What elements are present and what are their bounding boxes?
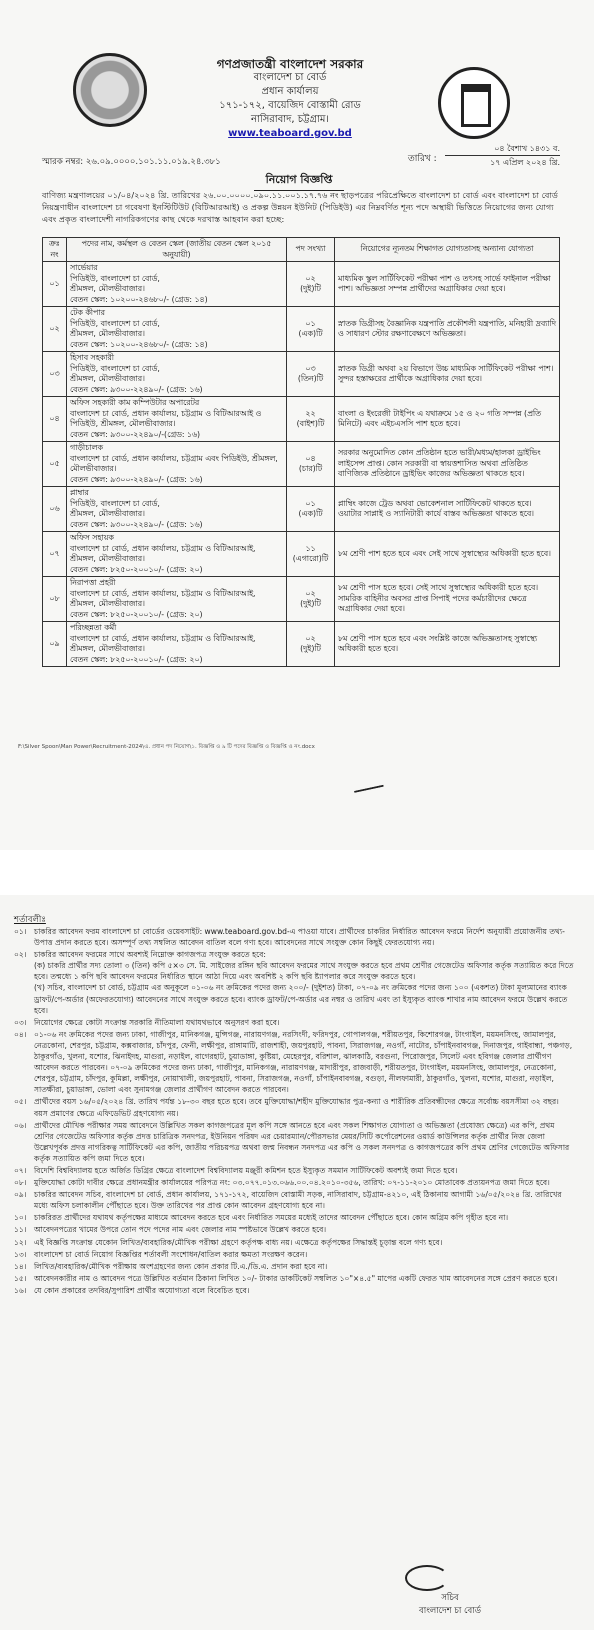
qualification-cell: স্নাতক ডিগ্রী অথবা ২য় বিভাগে উচ্চ মাধ্যমিক সার্টিফিকেট পরীক্ষা পাশ। সুন্দর হস্তাক্ষরের প্রার্থীকে অগ্রাধিকার দেয়া হবে। [335,352,560,397]
date-block [445,142,560,169]
term-text: প্রার্থীদের মৌখিক পরীক্ষার সময় আবেদনে উল্লিখিত সকল কাগজপত্রের মূল কপি সঙ্গে আনতে হবে এবং সকল শিক্ষাগত যোগ্যতা ও অভিজ্ঞতা (প্রযোজ্য ক্ষেত্রে) এর কপি, প্রথম শ্রেণির গেজেটেড অফিসার কর্তৃক প্রদত্ত চারিত্রিক সনদপত্র, ইউনিয়ন পরিষদ এর চেয়ারম্যান/পৌরসভার মেয়র/সিটি কর্পোরেশনের ওয়ার্ড কাউন্সিলর কর্তৃক প্রার্থীর নিজ জেলা উল্লেখপূর্বক প্রদত্ত নাগরিকত্ব সার্টিফিকেট এর কপি, জাতীয় পরিচয়পত্র অথবা জন্ম নিবন্ধন সনদপত্র এর কপি ও সকল সনদপত্র ও কাগজপত্রের কপি প্রথম শ্রেণির গেজেটেড অফিসার কর্তৃক সত্যায়িত কপি জমা দিতে হবে। [34,1120,570,1163]
post-cell: গাড়ীচালক বাংলাদেশ চা বোর্ড, প্রধান কার্যালয়, চট্টগ্রাম এবং পিডিইউ, শ্রীমঙ্গল, মৌলভীবাজার। বেতন স্কেল: ৯৩০০-২২৪৯০/- (গ্রেড: ১৬) [67,442,287,487]
qualification-cell: ৮ম শ্রেণী পাস হতে হবে এবং সংশ্লিষ্ট কাজে অভিজ্ঞতাসহ সুস্বাস্থ্যে অধিকারী হতে হবে। [335,622,560,667]
date-label: তারিখ : [408,154,437,164]
term-number: ০৯। [14,1190,27,1200]
post-cell: অফিস সহকারী কাম কম্পিউটার অপারেটর বাংলাদেশ চা বোর্ড, প্রধান কার্যালয়, চট্টগ্রাম ও বিটিআরআই ও পিডিইউ, শ্রীমঙ্গল, মৌলভীবাজার। বেতন স্কেল: ৯৩০০-২২৪৯০/-(গ্রেড: ১৬) [67,397,287,442]
initial-signature [350,767,384,793]
term-item [14,1237,574,1248]
vacancy-table [42,237,560,667]
term-item [14,926,574,948]
table-row [43,352,560,397]
term-number: ০৩। [14,1017,27,1027]
serial-cell: ০৭ [43,532,67,577]
secretary-signature [405,1565,449,1591]
tea-board-logo [438,67,510,139]
government-seal-logo [73,53,147,127]
term-number: ১০। [14,1213,27,1223]
term-text: মুক্তিযোদ্ধা কোটা দাবীর ক্ষেত্রে প্রধানমন্ত্রীর কার্যালয়ের পরিপত্র নং: ০৩.০৭৭.০১৩.০৬৬.০০.০৪.২০১০-৩৫৬, তারিখ: ০৭-১১-২০১০ মোতাবেক প্রত্যয়নপত্র জমা দিতে হবে। [34,1178,550,1188]
post-cell: নিরাপত্তা প্রহরী বাংলাদেশ চা বোর্ড, প্রধান কার্যালয়, চট্টগ্রাম ও বিটিআরআই, শ্রীমঙ্গল, মৌলভীবাজার। বেতন স্কেল: ৮২৫০-২০০১০/- (গ্রেড: ২০) [67,577,287,622]
term-text: আবেদনপত্রের খামের উপরে তোন পদে পদের নাম এবং জেলার নাম স্পষ্টভাবে উল্লেখ করতে হবে। [34,1225,327,1235]
post-cell: প্লাম্বার পিডিইউ, বাংলাদেশ চা বোর্ড, শ্রীমঙ্গল, মৌলভীবাজার। বেতন স্কেল: ৯৩০০-২২৪৯০/- (গ্রেড: ১৬) [67,487,287,532]
term-item [14,1285,574,1296]
letterhead-text [150,57,430,141]
term-number: ০৮। [14,1178,27,1188]
org-name: বাংলাদেশ চা বোর্ড [253,72,327,83]
term-item [14,1096,574,1118]
serial-cell: ০৩ [43,352,67,397]
table-row [43,397,560,442]
date-gregorian: ১৭ এপ্রিল ২০২৪ খ্রি. [490,158,560,167]
term-text: চাকরির আবেদন সচিব, বাংলাদেশ চা বোর্ড, প্রধান কার্যালয়, ১৭১-১৭২, বায়েজিদ বোস্তামী সড়ক, নাসিরাবাদ, চট্টগ্রাম-৪২১০, এই ঠিকানায় আগামী ১৬/০৫/২০২৪ খ্রি. তারিখের মধ্যে অফিস চলাকালীন পৌঁছাতে হবে। উক্ত তারিখের পর প্রাপ্ত কোন আবেদন গ্রহণযোগ্য হবে না। [34,1190,562,1211]
term-text: আবেদনকারীর নাম ও আবেদন পত্রে উল্লিখিত বর্তমান ঠিকানা লিখিত ১০/- টাকার ডাকটিকেট সম্বলিত ১০"×৪.৫" মাপের একটি ফেরত খাম আবেদনের সঙ্গে প্রেরণ করতে হবে। [34,1273,558,1283]
term-text: প্রার্থীদের বয়স ১৬/০৫/২০২৪ খ্রি. তারিখ পর্যন্ত ১৮-৩০ বছর হতে হবে। তবে মুক্তিযোদ্ধা/শহীদ মুক্তিযোদ্ধার পুত্র-কন্যা ও শারীরিক প্রতিবন্ধীদের ক্ষেত্রে সর্বোচ্চ বয়সসীমা ৩২ বছর। বয়স প্রমাণের ক্ষেত্রে এফিডেভিট গ্রহণযোগ্য নয়। [34,1097,559,1118]
term-number: ১৪। [14,1261,27,1271]
col-header-serial: ক্রঃ নং [43,238,67,262]
serial-cell: ০১ [43,262,67,307]
term-item [14,1224,574,1235]
term-number: ১৬। [14,1285,27,1295]
website-link[interactable]: www.teaboard.gov.bd [228,128,352,139]
table-header-row [43,238,560,262]
term-item [14,1017,574,1028]
term-item [14,1029,574,1096]
term-item [14,1261,574,1272]
count-cell: ০২ (দুই)টি [287,577,335,622]
term-number: ১২। [14,1237,27,1247]
date-bengali: ০৪ বৈশাখ ১৪৩১ ব. [445,142,560,156]
term-item [14,949,574,1016]
file-path-footer: F:\Silver Spoon\Man Power\Recruitment-2024\এ. প্রধান পদ নিয়োগ\১. বিজ্ঞপ্তি ও ৯ টি পদের বিজ্ঞপ্তি ও বিজ্ঞপ্তি ও নং.docx [18,744,315,750]
count-cell: ০২ (দুই)টি [287,622,335,667]
term-item [14,1120,574,1164]
signatory-org: বাংলাদেশ চা বোর্ড [419,1606,481,1616]
col-header-post: পদের নাম, কর্মস্থল ও বেতন স্কেল (জাতীয় বেতন স্কেল ২০১৫ অনুযায়ী) [67,238,287,262]
term-item [14,1165,574,1176]
term-item [14,1249,574,1260]
table-row [43,532,560,577]
count-cell: ০৪ (চার)টি [287,442,335,487]
signatory-title: সচিব [441,1593,459,1603]
count-cell: ০১ (এক)টি [287,307,335,352]
table-row [43,622,560,667]
count-cell: ০২ (দুই)টি [287,262,335,307]
term-item [14,1273,574,1284]
table-row [43,307,560,352]
table-row [43,262,560,307]
qualification-cell: বাংলা ও ইংরেজী টাইপিং এ যথাক্রমে ১৫ ও ২০ গতি সম্পন্ন (প্রতি মিনিটে) এবং এইচএসসি পাশ হতে হবে। [335,397,560,442]
count-cell: ১১ (এগারো)টি [287,532,335,577]
term-item [14,1189,574,1211]
qualification-cell: ৮ম শ্রেণী পাস হতে হবে। সেই সাথে সুস্বাস্থ্যের অধিকারী হতে হবে। সামরিক বাহিনীর অবসর প্রাপ্ত সিপাই পদের কর্মচারীদের ক্ষেত্রে অগ্রাধিকার দেয়া হবে। [335,577,560,622]
term-text: এই বিজ্ঞপ্তি সংক্রান্ত যেকোন লিখিত/ব্যবহারিক/মৌখিক পরীক্ষা গ্রহণে কর্তৃপক্ষ বাধ্য নয়। এক্ষেত্রে কর্তৃপক্ষের সিদ্ধান্তই চূড়ান্ত বলে গণ্য হবে। [34,1237,443,1247]
term-number: ০৬। [14,1120,27,1130]
qualification-cell: স্নাতক ডিগ্রীসহ বৈজ্ঞানিক যন্ত্রপাতি প্রকৌশলী যন্ত্রপাতি, মনিহারী দ্রব্যাদি ও সাধারণ স্টোর রক্ষণাবেক্ষণে অভিজ্ঞতা। [335,307,560,352]
term-item [14,1212,574,1223]
vacancy-rows [43,262,560,667]
term-number: ০১। [14,927,27,936]
count-cell: ০১ (এক)টি [287,487,335,532]
term-number: ০৫। [14,1097,27,1107]
qualification-cell: সরকার অনুমোদিত কোন প্রতিষ্ঠান হতে ভারী/মধ্যম/হালকা ড্রাইভিং লাইসেন্স প্রাপ্ত। কোন সরকারী বা স্বায়ত্তশাসিত অথবা প্রতিষ্ঠিত বাণিজ্যিক প্রতিষ্ঠানে ড্রাইভিং কাজের অভিজ্ঞতা থাকতে হবে। [335,442,560,487]
serial-cell: ০৪ [43,397,67,442]
term-text: চাকরির আবেদন ফরমের সাথে অবশ্যই নিম্নোক্ত কাগজপত্র সংযুক্ত করতে হবে: (ক) চাকরি প্রার্থীর সদ্য তোলা ৩ (তিন) কপি ৫×৩ সে. মি. সাইজের রঙ্গিন ছবি আবেদন ফরমের সাথে সংযুক্ত করতে হবে প্রথম শ্রেণীর গেজেটেড অফিসার কর্তৃক সত্যায়িত করে দিতে হবে। তন্মধ্যে ১ কপি ছবি আবেদন ফরমের নির্ধারিত স্থানে আঠা দিয়ে এবং অবশিষ্ট ২ কপি ছবি ষ্ট্যাপলার করে সংযুক্ত করতে হবে। (খ) সচিব, বাংলাদেশ চা বোর্ড, চট্টগ্রাম এর অনুকূলে ০১-০৬ নং ক্রমিকের পদের জন্য ২০০/- (দুইশত) টাকা, ০৭-০৯ নং ক্রমিকের পদের জন্য ১০০ (একশত) টাকা মূল্যমানের ব্যাংক ড্রাফট/পে-অর্ডার (অফেরতযোগ্য) আবেদনের সাথে সংযুক্ত করতে হবে। ব্যাংক ড্রাফট/পে-অর্ডার এর নম্বর ও তারিখ এবং তা ইস্যুকৃত ব্যাংক শাখার নাম আবেদন ফরমে উল্লেখ করতে হবে। [34,950,574,1015]
table-row [43,577,560,622]
count-cell: ০৩ (তিন)টি [287,352,335,397]
col-header-qualification: নিয়োগের ন্যূনতম শিক্ষাগত যোগ্যতাসহ অন্যান্য যোগ্যতা [335,238,560,262]
address-line-2: নাসিরাবাদ, চট্টগ্রাম। [250,114,330,125]
term-number: ০৪। [14,1029,27,1039]
qualification-cell: ৮ম শ্রেণী পাশ হতে হবে এবং সেই সাথে সুস্বাস্থ্যের অধিকারী হতে হবে। [335,532,560,577]
page-gap [0,850,594,895]
term-text: ০১-০৬ নং ক্রমিকের পদের জন্য ঢাকা, গাজীপুর, মানিকগঞ্জ, মুন্সিগঞ্জ, নারায়ণগঞ্জ, নরসিংদী, ফরিদপুর, গোপালগঞ্জ, শরীয়তপুর, কিশোরগঞ্জ, টাংগাইল, ময়মনসিংহ, জামালপুর, নেত্রকোনা, শেরপুর, চট্টগ্রাম, কক্সবাজার, চাঁদপুর, ফেনী, লক্ষীপুর, রাঙ্গামাটি, রাজশাহী, জয়পুরহাট, পাবনা, সিরাজগঞ্জ, নওগাঁ, নাটোর, চাঁপাইনবাবগঞ্জ, দিনাজপুর, গাইবান্ধা, পঞ্চগড়, ঠাকুরগাঁও, খুলনা, যশোর, ঝিনাইদহ, মাগুরা, নড়াইল, বাগেরহাট, চুয়াডাঙ্গা, কুষ্টিয়া, মেহেরপুর, বরিশাল, ঝালকাঠি, বরগুনা, পিরোজপুর, সিলেট এবং হবিগঞ্জ জেলার প্রার্থীগণ আবেদন করতে পারবেন। ০৭-০৯ ক্রমিকের পদের জন্য ঢাকা, গাজীপুর, মানিকগঞ্জ, নারায়ণগঞ্জ, মাদারীপুর, রাজবাড়ী, শরীয়তপুর, টাংগাইল, ময়মনসিংহ, জামালপুর, নেত্রকোনা, শেরপুর, চট্টগ্রাম, চাঁদপুর, কুমিল্লা, লক্ষীপুর, নোয়াখালী, জয়পুরহাট, পাবনা, সিরাজগঞ্জ, নওগাঁ, চাঁপাইনবাবগঞ্জ, বগুড়া, নীলফামারী, ঠাকুরগাঁও, খুলনা, যশোর, মাগুরা, নড়াইল, সাতক্ষীরা, চুয়াডাঙ্গা, ভোলা এবং সুনামগঞ্জ জেলার প্রার্থীগণ আবেদন করতে পারবেন। [34,1029,573,1095]
office-name: প্রধান কার্যালয় [261,86,319,97]
term-number: ১৫। [14,1273,27,1283]
memo-number: স্মারক নম্বর: ২৬.০৯.০০০০.১০১.১১.০১৯.২৪.৩৮১ [42,157,221,167]
post-cell: সার্ভেয়ার পিডিইউ, বাংলাদেশ চা বোর্ড, শ্রীমঙ্গল, মৌলভীবাজার। বেতন স্কেল: ১০২০০-২৪৬৮০/- (গ্রেড: ১৪) [67,262,287,307]
notice-intro: বাণিজ্য মন্ত্রণালয়ের ০১/০৪/২০২৪ খ্রি. তারিখের ২৬.০০.০০০০.০৯০.১১.০০১.১৭.৭৬ নং ছাড়পত্রের পরিপ্রেক্ষিতে বাংলাদেশ চা বোর্ড এবং বাংলাদেশ চা বোর্ড নিয়ন্ত্রণাধীন বাংলাদেশ চা গবেষণা ইনস্টিটিউট (বিটিআরআই) ও প্রকল্প উন্নয়ন ইউনিট (পিডিইউ) এর নিম্নবর্ণিত শূন্য পদে অস্থায়ী ভিত্তিতে নিয়োগের জন্য যোগ্য এবং প্রকৃত বাংলাদেশী নাগরিকগণের কাছ থেকে দরখাস্ত আহবান করা হচ্ছে: [42,190,558,224]
term-text: বিদেশি বিশ্ববিদ্যালয় হতে অর্জিত ডিগ্রির ক্ষেত্রে বাংলাদেশ বিশ্ববিদ্যালয় মঞ্জুরী কমিশন হতে ইস্যুকৃত সমমান সার্টিফিকেট অবশ্যই জমা দিতে হবে। [34,1165,458,1175]
serial-cell: ০৫ [43,442,67,487]
col-header-count: পদ সংখ্যা [287,238,335,262]
post-cell: টেক কীপার পিডিইউ, বাংলাদেশ চা বোর্ড, শ্রীমঙ্গল, মৌলভীবাজার। বেতন স্কেল: ১০২০০-২৪৬৮০/- (গ্রেড: ১৪) [67,307,287,352]
serial-cell: ০৬ [43,487,67,532]
post-cell: অফিস সহায়ক বাংলাদেশ চা বোর্ড, প্রধান কার্যালয়, চট্টগ্রাম ও বিটিআরআই, শ্রীমঙ্গল, মৌলভীবাজার। বেতন স্কেল: ৮২৫০-২০০১০/- (গ্রেড: ২০) [67,532,287,577]
notice-title: নিয়োগ বিজ্ঞপ্তি [254,171,344,191]
term-text: নিয়োগের ক্ষেত্রে কোটা সংক্রান্ত সরকারি নীতিমালা যথাযথভাবে অনুসরণ করা হবে। [34,1017,280,1027]
qualification-cell: প্লাম্বিং কাজে ট্রেড অথবা ভোকেশনাল সার্টিফিকেট থাকতে হবে। ওয়াটার সাপ্লাই ও স্যানিটারী কার্যে বাস্তব অভিজ্ঞতা থাকতে হবে। [335,487,560,532]
address-line-1: ১৭১-১৭২, বায়েজিদ বোস্তামী রোড [219,100,361,111]
term-text: লিখিত/ব্যবহারিক/মৌখিক পরীক্ষায় অংশগ্রহণের জন্য কোন প্রকার টি.এ./ডি.এ. প্রদান করা হবে না। [34,1261,328,1271]
term-text: চাকরিরত প্রার্থীদের যথাযথ কর্তৃপক্ষের মাধ্যমে আবেদন করতে হবে এবং নির্ধারিত সময়ের মধ্যেই তাদের আবেদন পৌঁছাতে হবে। কোন অগ্রিম কপি গৃহীত হবে না। [34,1213,509,1223]
post-cell: হিসাব সহকারী পিডিইউ, বাংলাদেশ চা বোর্ড, শ্রীমঙ্গল, মৌলভীবাজার। বেতন স্কেল: ৯৩০০-২২৪৯০/- (গ্রেড: ১৬) [67,352,287,397]
terms-title: শর্তাবলীঃ [14,915,46,925]
term-number: ১৩। [14,1249,27,1259]
term-text: চাকরির আবেদন ফরম বাংলাদেশ চা বোর্ডের ওয়েবসাইট: www.teaboard.gov.bd-এ পাওয়া যাবে। প্রার্থীদের চাকরির নির্ধারিত আবেদন ফরমে নির্দেশ অনুযায়ী প্রয়োজনীয় তথ্য-উপাত্ত প্রদান করতে হবে। অসম্পূর্ণ তথ্য সম্বলিত আবেদন বাতিল বলে গণ্য হবে। আবেদনের সাথে সংযুক্ত কোন কিছুই ফেরতযোগ্য নয়। [34,927,565,948]
table-row [43,442,560,487]
term-number: ০৭। [14,1165,27,1175]
count-cell: ২২ (বাইশ)টি [287,397,335,442]
term-text: যে কোন প্রকারের তদবির/সুপারিশ প্রার্থীর অযোগ্যতা বলে বিবেচিত হবে। [34,1285,250,1295]
serial-cell: ০২ [43,307,67,352]
serial-cell: ০৯ [43,622,67,667]
term-number: ০২। [14,950,27,960]
term-item [14,1177,574,1188]
serial-cell: ০৮ [43,577,67,622]
govt-name: গণপ্রজাতন্ত্রী বাংলাদেশ সরকার [216,57,364,71]
signatory-block [400,1592,500,1618]
qualification-cell: মাধ্যমিক স্কুল সার্টিফিকেট পরীক্ষা পাশ ও তৎসহ সার্ভে ফাইনাল পরীক্ষা পাশ। অভিজ্ঞতা সম্পন্ন প্রার্থীদের অগ্রাধিকার দেয়া হবে। [335,262,560,307]
term-text: বাংলাদেশ চা বোর্ড নিয়োগ বিজ্ঞপ্তির শর্তাবলী সংশোধন/বাতিল করার ক্ষমতা সংরক্ষণ করেন। [34,1249,308,1259]
terms-list [14,926,574,1297]
table-row [43,487,560,532]
post-cell: পরিচ্ছন্নতা কর্মী বাংলাদেশ চা বোর্ড, প্রধান কার্যালয়, চট্টগ্রাম ও বিটিআরআই, শ্রীমঙ্গল, মৌলভীবাজার। বেতন স্কেল: ৮২৫০-২০০১০/- (গ্রেড: ২০) [67,622,287,667]
term-number: ১১। [14,1225,27,1235]
